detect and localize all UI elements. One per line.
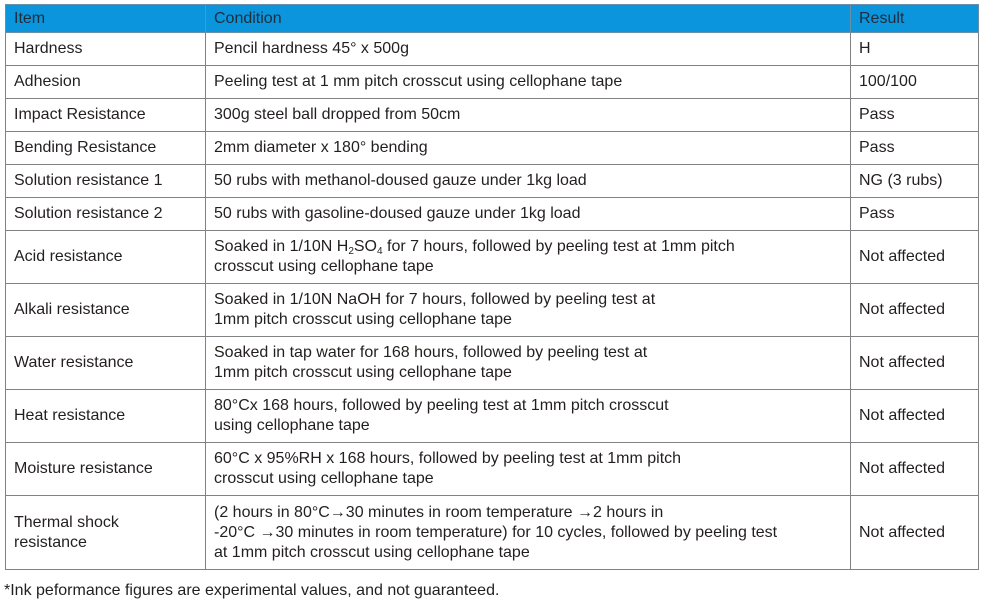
footnote: *Ink peformance figures are experimental values, and not guaranteed. [4, 582, 500, 599]
row-item: Water resistance [6, 337, 206, 390]
row-result: H [851, 33, 979, 66]
table-row [6, 99, 979, 132]
subscript: 4 [377, 246, 383, 257]
header-item: Item [6, 5, 206, 33]
condition-text: SO [353, 238, 377, 255]
row-condition [206, 231, 851, 284]
item-line: resistance [14, 533, 87, 551]
row-condition [206, 390, 851, 443]
row-result: Not affected [851, 337, 979, 390]
row-condition: 300g steel ball dropped from 50cm [206, 99, 851, 132]
row-item: Heat resistance [6, 390, 206, 443]
row-item: Solution resistance 1 [6, 165, 206, 198]
item-line: Thermal shock [14, 513, 119, 531]
row-result: 100/100 [851, 66, 979, 99]
row-result: Not affected [851, 284, 979, 337]
table-row [6, 337, 979, 390]
header-condition: Condition [206, 5, 851, 33]
row-result: Not affected [851, 496, 979, 570]
table-row [6, 496, 979, 570]
row-item: Alkali resistance [6, 284, 206, 337]
condition-line: (2 hours in 80°C→30 minutes in room temperature →2 hours in [214, 503, 664, 521]
table-row [6, 231, 979, 284]
row-item: Adhesion [6, 66, 206, 99]
table-row [6, 66, 979, 99]
row-condition: 50 rubs with gasoline-doused gauze under 1kg load [206, 198, 851, 231]
condition-line: 1mm pitch crosscut using cellophane tape [214, 311, 512, 328]
table-row [6, 284, 979, 337]
row-item: Bending Resistance [6, 132, 206, 165]
row-result: Not affected [851, 231, 979, 284]
row-condition: Pencil hardness 45° x 500g [206, 33, 851, 66]
row-condition [206, 337, 851, 390]
condition-line: 60°C x 95%RH x 168 hours, followed by peeling test at 1mm pitch [214, 450, 682, 467]
row-result: Pass [851, 99, 979, 132]
condition-line: crosscut using cellophane tape [214, 470, 434, 487]
subscript: 2 [348, 246, 354, 257]
row-result: Pass [851, 132, 979, 165]
row-result: NG (3 rubs) [851, 165, 979, 198]
table-row [6, 165, 979, 198]
row-result: Not affected [851, 390, 979, 443]
row-condition: 2mm diameter x 180° bending [206, 132, 851, 165]
row-condition [206, 284, 851, 337]
row-item: Hardness [6, 33, 206, 66]
header-result: Result [851, 5, 979, 33]
condition-text: for 7 hours, followed by peeling test at 1mm pitch [382, 238, 735, 255]
condition-line: Soaked in tap water for 168 hours, followed by peeling test at [214, 344, 648, 361]
table-row [6, 198, 979, 231]
condition-text: Soaked in 1/10N H [214, 238, 349, 255]
condition-line: 80°Cx 168 hours, followed by peeling test at 1mm pitch crosscut [214, 397, 669, 414]
row-result: Pass [851, 198, 979, 231]
table-row [6, 33, 979, 66]
condition-line: crosscut using cellophane tape [214, 258, 434, 275]
condition-line: using cellophane tape [214, 417, 370, 434]
row-result: Not affected [851, 443, 979, 496]
ink-performance-table [5, 4, 979, 570]
table-row [6, 390, 979, 443]
row-condition: Peeling test at 1 mm pitch crosscut using cellophane tape [206, 66, 851, 99]
row-condition [206, 443, 851, 496]
condition-line: 1mm pitch crosscut using cellophane tape [214, 364, 512, 381]
row-condition [206, 496, 851, 570]
row-item: Acid resistance [6, 231, 206, 284]
condition-line: Soaked in 1/10N NaOH for 7 hours, followed by peeling test at [214, 291, 656, 308]
row-item: Impact Resistance [6, 99, 206, 132]
table-row [6, 132, 979, 165]
row-item [6, 496, 206, 570]
condition-line: at 1mm pitch crosscut using cellophane tape [214, 543, 530, 561]
row-item: Solution resistance 2 [6, 198, 206, 231]
table-header [6, 5, 979, 33]
condition-line [214, 237, 850, 257]
row-item: Moisture resistance [6, 443, 206, 496]
row-condition: 50 rubs with methanol-doused gauze under 1kg load [206, 165, 851, 198]
condition-line: -20°C →30 minutes in room temperature) for 10 cycles, followed by peeling test [214, 523, 778, 541]
table-row [6, 443, 979, 496]
